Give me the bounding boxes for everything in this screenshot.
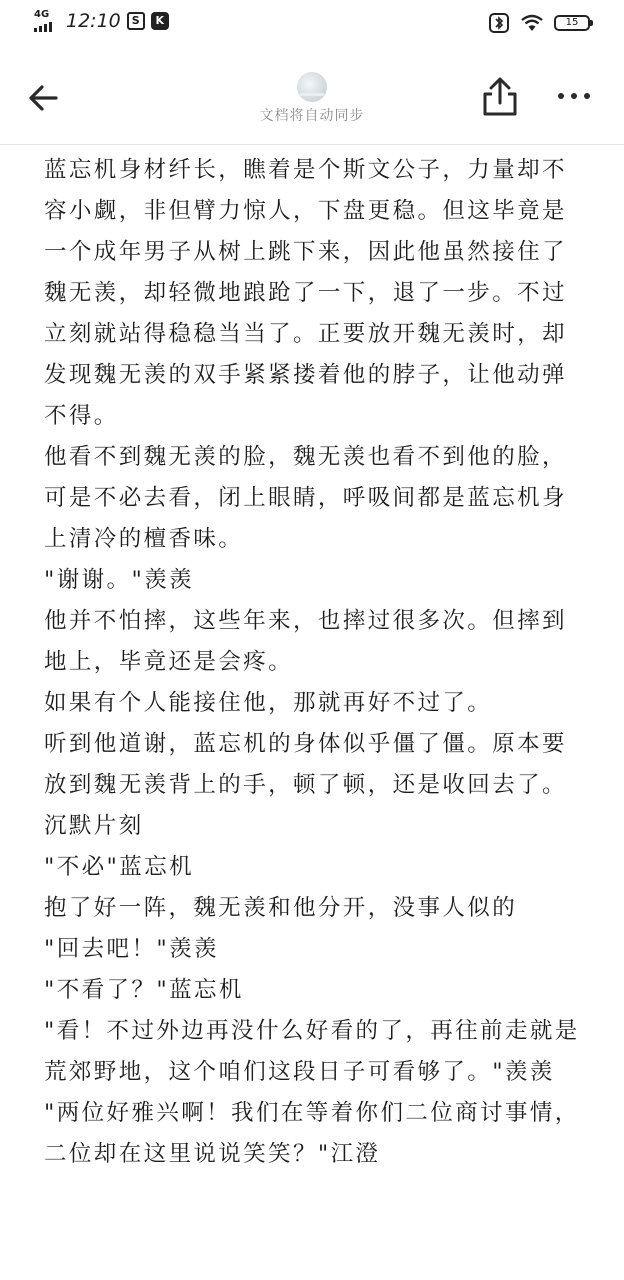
- status-left: [34, 10, 169, 32]
- back-arrow-icon[interactable]: [26, 78, 66, 118]
- document-header: [0, 48, 624, 145]
- paragraph: 他看不到魏无羡的脸，魏无羡也看不到他的脸，可是不必去看，闭上眼睛，呼吸间都是蓝忘机身上清冷的檀香味。: [44, 444, 567, 552]
- paragraph: "回去吧！"羡羡: [44, 936, 219, 962]
- more-icon[interactable]: [556, 86, 592, 106]
- paragraph: 抱了好一阵，魏无羡和他分开，没事人似的: [44, 895, 518, 921]
- app-notification-icon-k: K: [151, 12, 169, 30]
- status-bar: [0, 0, 624, 48]
- network-type: 4G: [34, 9, 50, 20]
- status-time: 12:10: [66, 10, 121, 32]
- cloud-avatar-icon: [297, 72, 327, 102]
- share-icon[interactable]: [480, 76, 520, 118]
- paragraph: 蓝忘机身材纤长，瞧着是个斯文公子，力量却不容小觑，非但臂力惊人，下盘更稳。但这毕竟是一个成年男子从树上跳下来，因此他虽然接住了魏无羡，却轻微地踉跄了一下，退了一步。不过立刻就站得稳稳当当了。正要放开魏无羡时，却发现魏无羡的双手紧紧搂着他的脖子，让他动弹不得。: [44, 157, 567, 429]
- sync-status: [212, 72, 412, 132]
- paragraph: 沉默片刻: [44, 813, 144, 839]
- paragraph: "看！不过外边再没什么好看的了，再往前走就是荒郊野地，这个咱们这段日子可看够了。"羡羡: [44, 1018, 580, 1085]
- document-body[interactable]: [44, 150, 584, 1175]
- paragraph: "不必"蓝忘机: [44, 854, 194, 880]
- app-notification-icon: S: [127, 12, 145, 30]
- cellular-signal-icon: [34, 10, 56, 32]
- paragraph: 如果有个人能接住他，那就再好不过了。: [44, 690, 493, 716]
- battery-indicator: 15: [554, 15, 590, 31]
- paragraph: "两位好雅兴啊！我们在等着你们二位商讨事情，二位却在这里说说笑笑？"江澄: [44, 1100, 580, 1167]
- paragraph: "谢谢。"羡羡: [44, 567, 194, 593]
- status-right: [488, 12, 590, 34]
- paragraph: 听到他道谢，蓝忘机的身体似乎僵了僵。原本要放到魏无羡背上的手，顿了顿，还是收回去了。: [44, 731, 567, 798]
- bluetooth-icon: [488, 12, 510, 34]
- sync-status-text: 文档将自动同步: [259, 108, 365, 124]
- wifi-icon: [520, 13, 544, 33]
- paragraph: 他并不怕摔，这些年来，也摔过很多次。但摔到地上，毕竟还是会疼。: [44, 608, 567, 675]
- paragraph: "不看了？"蓝忘机: [44, 977, 244, 1003]
